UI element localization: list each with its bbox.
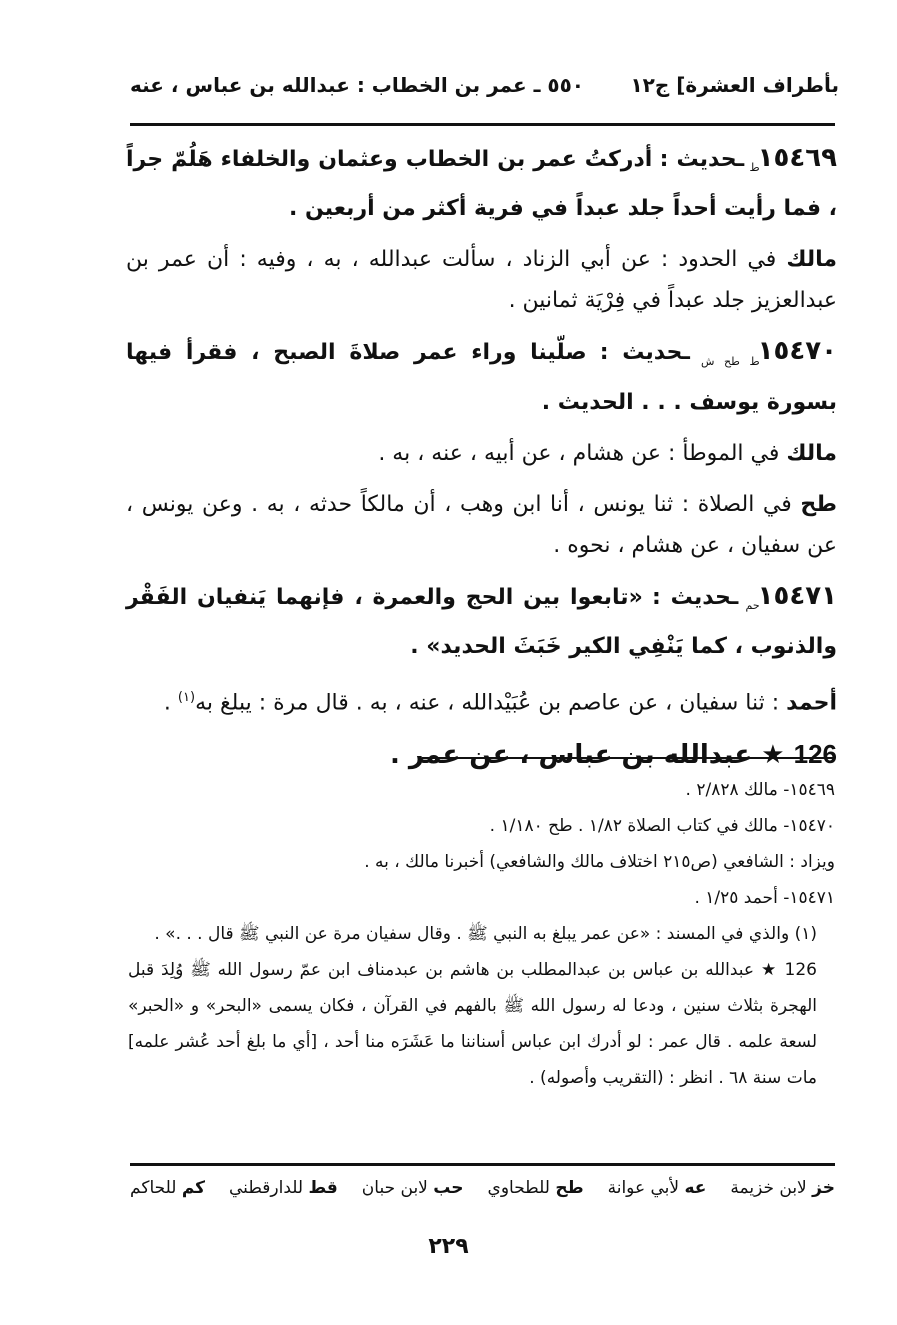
abbreviations-rule	[130, 1163, 835, 1166]
footnotes	[128, 772, 835, 1096]
hadith-label: ـحديث :	[599, 340, 690, 366]
abbreviation-item: طح للطحاوي	[487, 1178, 584, 1198]
footnote-line: ١٥٤٧١- أحمد ١/٢٥ .	[694, 888, 835, 908]
footnote-rule	[422, 757, 835, 759]
hadith-sigla: حم	[745, 599, 760, 613]
header-rule	[130, 123, 835, 126]
running-header	[130, 70, 839, 100]
source-line	[126, 677, 837, 723]
source-text: في الموطأ : عن هشام ، عن أبيه ، عنه ، به .	[378, 440, 780, 466]
footnote-ref[interactable]: (١)	[177, 690, 196, 706]
source-line	[126, 484, 837, 566]
abbreviation-item: قط للدارقطني	[229, 1178, 338, 1198]
abbreviation-item: كم للحاكم	[130, 1178, 206, 1198]
hadith-sigla: ط	[749, 161, 760, 175]
hadith-label: ـحديث :	[659, 147, 745, 172]
abbreviation-item: حب لابن حبان	[361, 1178, 464, 1198]
hadith-entry	[126, 138, 837, 229]
hadith-number: ١٥٤٦٩	[757, 143, 837, 173]
source-name: طح	[800, 491, 837, 517]
source-name: مالك	[786, 440, 837, 466]
footnote-line: ١٥٤٦٩- مالك ٢/٨٢٨ .	[685, 780, 835, 800]
footnote-line: 126 ★ عبدالله بن عباس بن عبدالمطلب بن هاشم بن عبدمناف ابن عمّ رسول الله ﷺ وُلِدَ قبل الهجرة بثلاث سنين ، ودعا له رسول الله ﷺ بالفهم في القرآن ، فكان يسمى «البحر» و «الحبر» لسعة علمه . قال عمر : لو أدرك ابن عباس أسناننا ما عَشَرَه منا أحد ، [أي ما بلغ أحد عُشر علمه] مات سنة ٦٨ . انظر : (التقريب وأصوله) .	[128, 960, 817, 1088]
hadith-text: أدركتُ عمر بن الخطاب وعثمان والخلفاء هَلُمّ جراً ، فما رأيت أحداً جلد عبداً في فرية أكثر من أربعين .	[126, 147, 837, 222]
tarjama-text: عبدالله بن عباس ، عن عمر .	[389, 739, 753, 770]
abbreviation-item: خز لابن خزيمة	[730, 1178, 835, 1198]
tarjama-number: 126	[793, 738, 837, 769]
hadith-label: ـحديث :	[652, 584, 739, 610]
source-name: أحمد	[786, 690, 837, 716]
source-text: في الصلاة : ثنا يونس ، أنا ابن وهب ، أن مالكاً حدثه ، به . وعن يونس ، عن سفيان ، عن هشام ، نحوه .	[126, 491, 837, 558]
hadith-entry	[126, 331, 837, 422]
source-text: في الحدود : عن أبي الزناد ، سألت عبدالله ، به ، وفيه : أن عمر بن عبدالعزيز جلد عبداً في فِرْيَة ثمانين .	[126, 247, 837, 314]
source-line	[126, 433, 837, 474]
tarjama-heading	[126, 734, 837, 776]
hadith-text: صلّينا وراء عمر صلاةَ الصبح ، فقرأ فيها بسورة يوسف . . . الحديث .	[126, 340, 837, 415]
source-line	[126, 239, 837, 321]
hadith-entry	[126, 576, 837, 667]
source-end: .	[163, 690, 178, 716]
source-name: مالك	[786, 247, 837, 273]
source-text: : ثنا سفيان ، عن عاصم بن عُبَيْدالله ، عنه ، به . قال مرة : يبلغ به	[195, 690, 780, 716]
hadith-sigla: ط طح ش	[700, 354, 760, 368]
footnote-line: (١) والذي في المسند : «عن عمر يبلغ به النبي ﷺ . وقال سفيان مرة عن النبي ﷺ قال . . .» .	[154, 924, 817, 944]
page-number: ٢٢٩	[428, 1234, 469, 1259]
abbreviation-item: عه لأبي عوانة	[607, 1178, 707, 1198]
footnote-line: ١٥٤٧٠- مالك في كتاب الصلاة ١/٨٢ . طح ١/١٨٠ .	[489, 816, 835, 836]
hadith-number: ١٥٤٧١	[757, 580, 838, 611]
header-left-text: ٥٥٠ ـ عمر بن الخطاب : عبدالله بن عباس ، عنه	[130, 73, 585, 97]
hadith-number: ١٥٤٧٠	[757, 336, 837, 367]
header-right-text: بأطراف العشرة] ج١٢	[630, 73, 839, 97]
star-icon: ★	[761, 739, 785, 770]
abbreviations-bar	[130, 1178, 835, 1198]
main-text	[126, 138, 837, 786]
hadith-text: «تابعوا بين الحج والعمرة ، فإنهما يَنفيان الفَقْر والذنوب ، كما يَنْفِي الكير خَبَثَ الحديد» .	[126, 584, 837, 660]
footnote-line: ويزاد : الشافعي (ص٢١٥ اختلاف مالك والشافعي) أخبرنا مالك ، به .	[364, 852, 835, 872]
